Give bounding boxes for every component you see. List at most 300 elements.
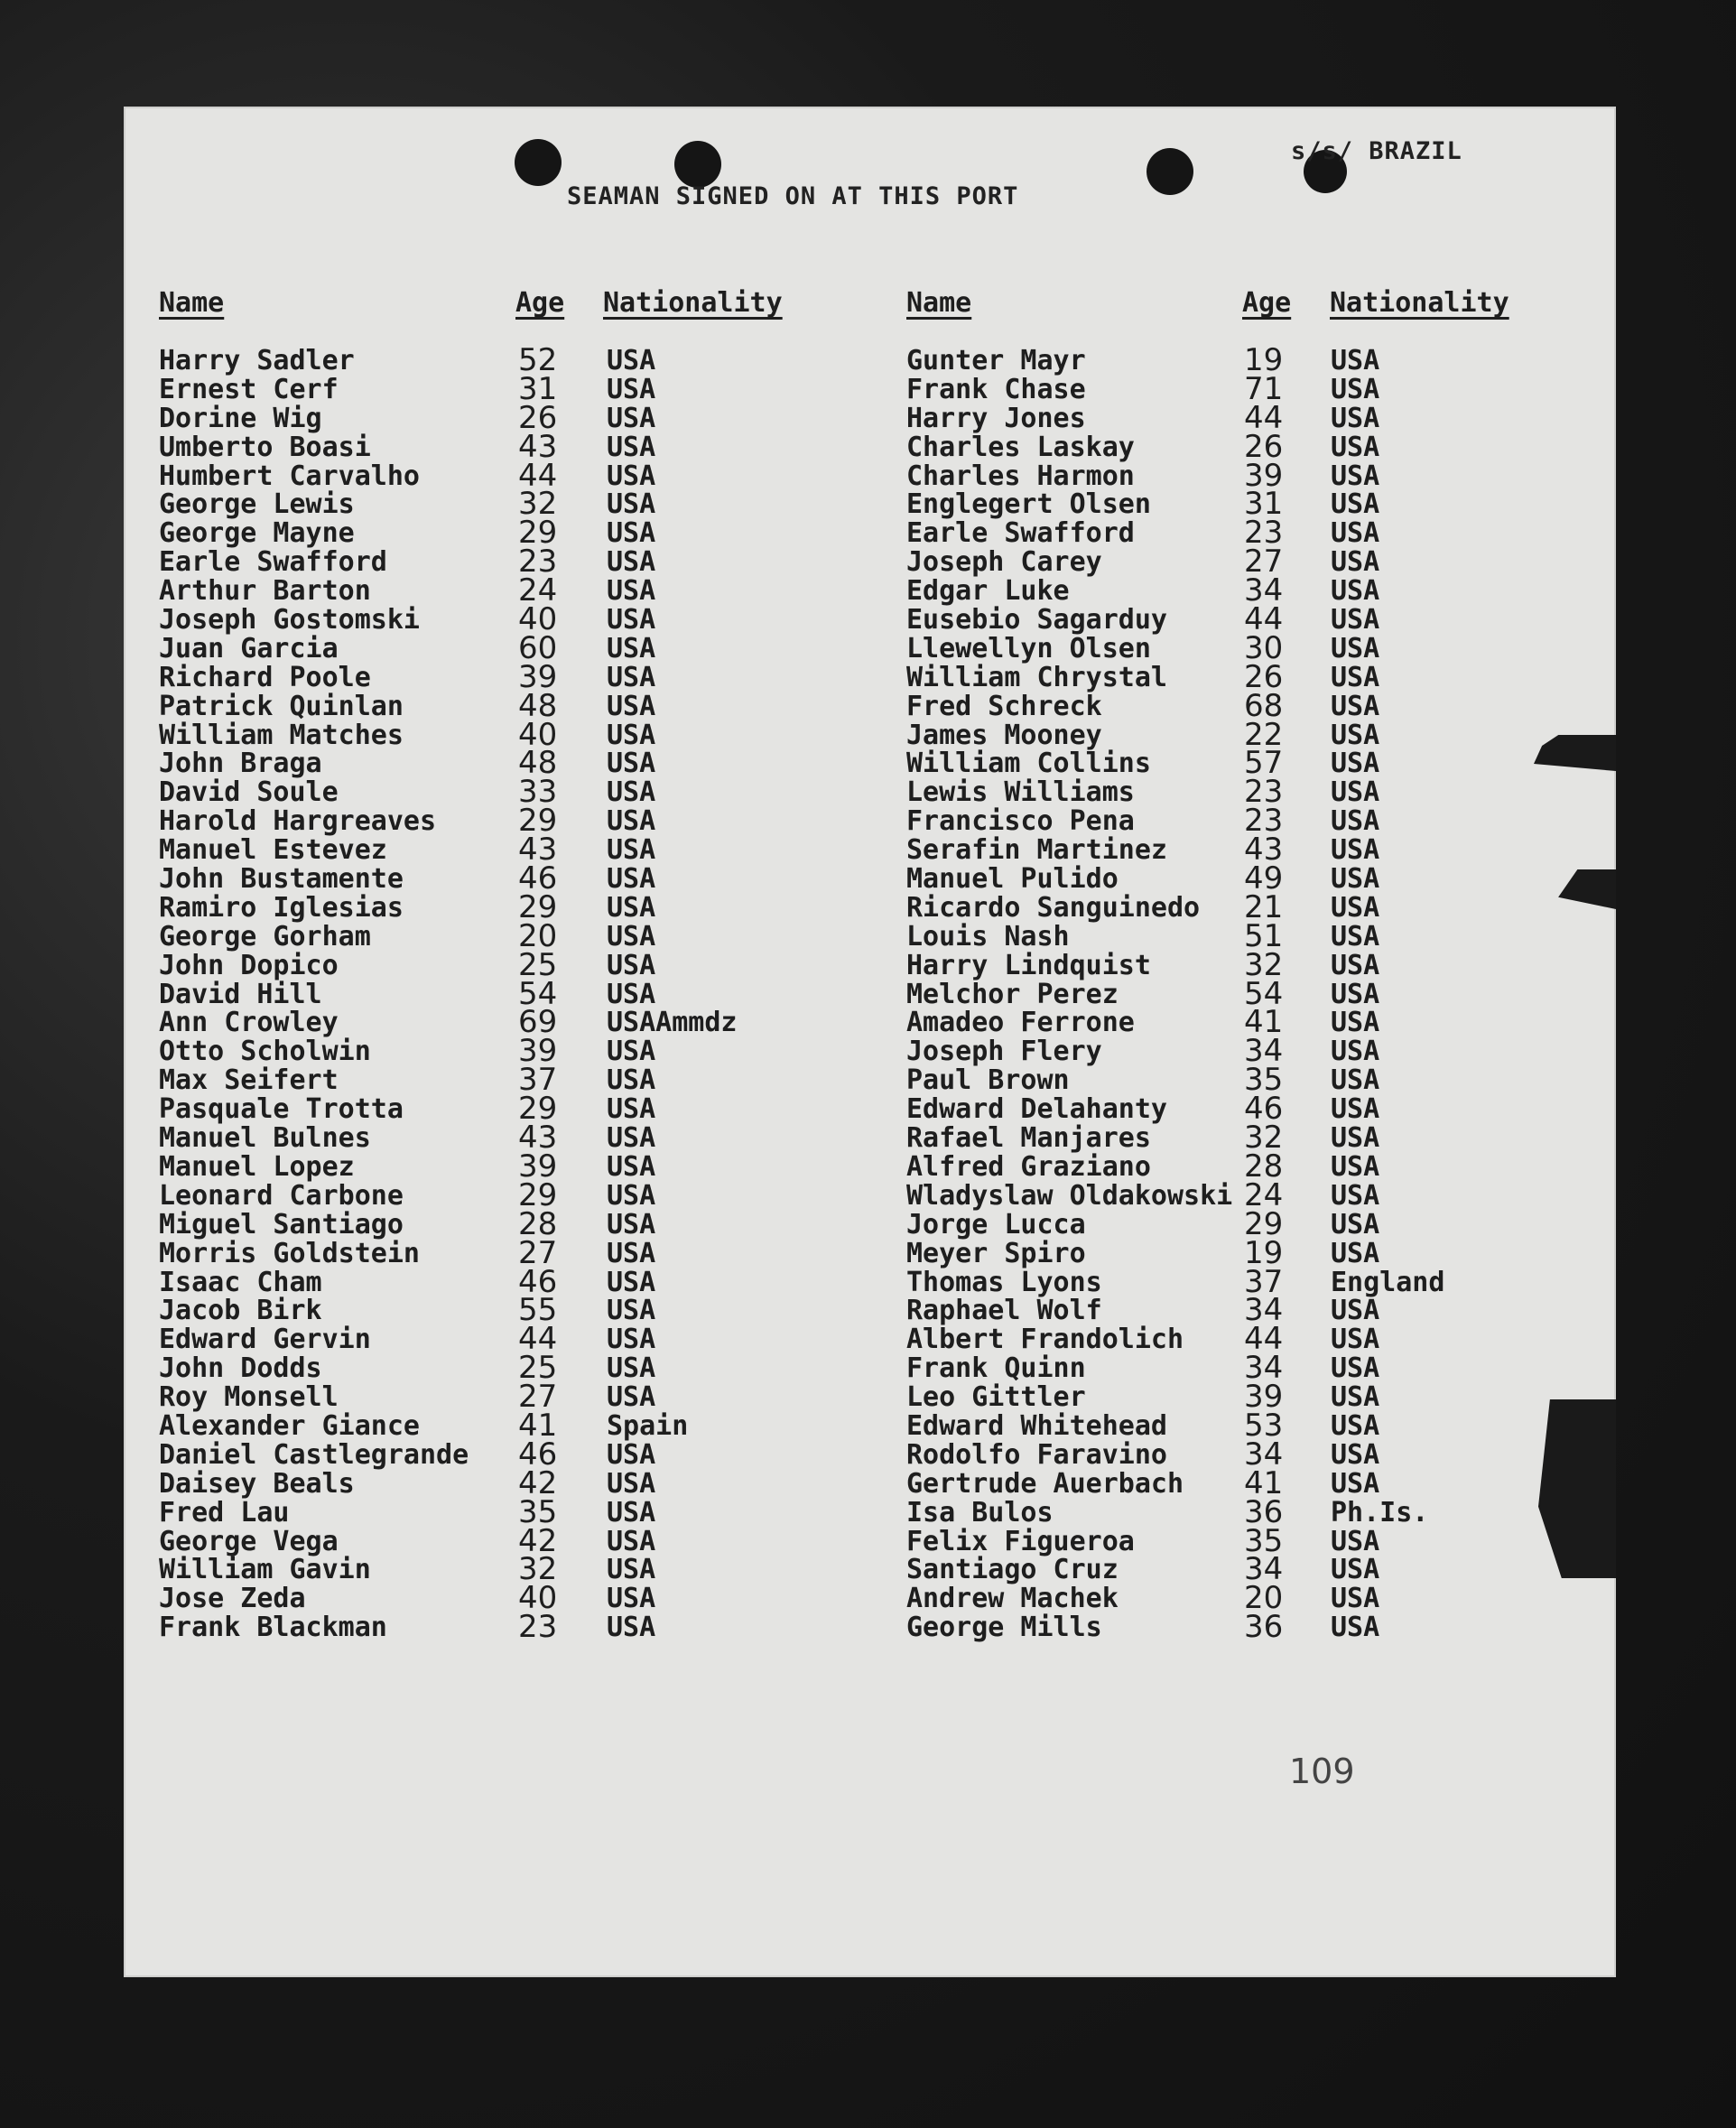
list-item xyxy=(159,1205,791,1242)
list-item xyxy=(906,370,1502,407)
seaman-nationality: USA xyxy=(1331,748,1380,780)
punch-hole xyxy=(674,141,721,188)
seaman-age: 29 xyxy=(518,1091,558,1128)
list-item xyxy=(906,1033,1502,1070)
seaman-age: 25 xyxy=(518,946,558,983)
list-item xyxy=(159,1004,791,1041)
list-item xyxy=(159,803,791,840)
page-tear xyxy=(1534,735,1616,771)
seaman-age: 43 xyxy=(1244,832,1284,869)
seaman-nationality: USA xyxy=(607,1583,656,1615)
seaman-nationality: USA xyxy=(607,575,656,608)
list-item xyxy=(906,860,1502,897)
seaman-name: Miguel Santiago xyxy=(159,1208,404,1241)
seaman-age: 44 xyxy=(518,1321,558,1358)
left-header-age: Age xyxy=(515,287,565,319)
seaman-age: 41 xyxy=(1244,1464,1284,1501)
seaman-age: 35 xyxy=(1244,1062,1284,1099)
seaman-age: 32 xyxy=(518,1551,558,1588)
seaman-nationality: USA xyxy=(1331,776,1380,809)
seaman-age: 42 xyxy=(518,1464,558,1501)
seaman-nationality: USA xyxy=(1331,431,1380,463)
seaman-nationality: USA xyxy=(1331,488,1380,521)
list-item xyxy=(906,1263,1502,1300)
seaman-nationality: USA xyxy=(607,1554,656,1586)
seaman-nationality: USA xyxy=(607,1179,656,1212)
seaman-age: 26 xyxy=(518,399,558,436)
seaman-nationality: USA xyxy=(607,1266,656,1298)
seaman-name: Joseph Flery xyxy=(906,1036,1102,1068)
seaman-nationality: USA xyxy=(607,1612,656,1644)
seaman-name: Jacob Birk xyxy=(159,1295,322,1327)
list-item xyxy=(906,428,1502,465)
seaman-nationality: USA xyxy=(1331,805,1380,838)
seaman-nationality: USA xyxy=(607,1208,656,1241)
seaman-nationality: USA xyxy=(607,776,656,809)
seaman-nationality: USA xyxy=(607,1093,656,1126)
seaman-name: Andrew Machek xyxy=(906,1583,1119,1615)
list-item xyxy=(159,774,791,811)
seaman-nationality: USA xyxy=(1331,1381,1380,1414)
list-item xyxy=(906,629,1502,666)
seaman-nationality: USA xyxy=(607,748,656,780)
list-item xyxy=(906,457,1502,494)
seaman-nationality: USA xyxy=(1331,1467,1380,1500)
seaman-nationality: USA xyxy=(1331,1583,1380,1615)
seaman-nationality: USA xyxy=(1331,1036,1380,1068)
seaman-age: 27 xyxy=(518,1379,558,1416)
punch-hole xyxy=(515,139,562,186)
seaman-nationality: USA xyxy=(607,1381,656,1414)
seaman-name: Melchor Perez xyxy=(906,978,1119,1010)
seaman-age: 55 xyxy=(518,1292,558,1329)
list-item xyxy=(159,888,791,925)
seaman-name: John Bustamente xyxy=(159,863,404,896)
seaman-age: 29 xyxy=(518,515,558,552)
seaman-age: 23 xyxy=(1244,774,1284,811)
list-item xyxy=(906,832,1502,869)
seaman-name: Earle Swafford xyxy=(906,517,1135,550)
seaman-name: Paul Brown xyxy=(906,1064,1070,1097)
seaman-age: 19 xyxy=(1244,1234,1284,1271)
seaman-name: Fred Lau xyxy=(159,1496,290,1529)
seaman-name: Morris Goldstein xyxy=(159,1237,420,1269)
seaman-age: 41 xyxy=(1244,1004,1284,1041)
list-item xyxy=(159,1120,791,1157)
left-header-nationality: Nationality xyxy=(603,287,783,319)
seaman-age: 34 xyxy=(1244,1436,1284,1473)
list-item xyxy=(159,1379,791,1416)
list-item xyxy=(906,399,1502,436)
seaman-name: Humbert Carvalho xyxy=(159,460,420,492)
list-item xyxy=(906,1004,1502,1041)
seaman-nationality: USA xyxy=(1331,402,1380,434)
seaman-age: 27 xyxy=(1244,544,1284,581)
seaman-nationality: USA xyxy=(607,373,656,405)
seaman-name: Meyer Spiro xyxy=(906,1237,1086,1269)
list-item xyxy=(906,1062,1502,1099)
seaman-name: Frank Blackman xyxy=(159,1612,387,1644)
seaman-name: Isa Bulos xyxy=(906,1496,1054,1529)
seaman-name: Pasquale Trotta xyxy=(159,1093,404,1126)
list-item xyxy=(159,1176,791,1213)
seaman-nationality: USA xyxy=(607,1496,656,1529)
seaman-name: Raphael Wolf xyxy=(906,1295,1102,1327)
seaman-nationality: USA xyxy=(1331,1295,1380,1327)
list-item xyxy=(159,1350,791,1387)
list-item xyxy=(159,1407,791,1444)
page-tear xyxy=(1538,1399,1616,1578)
seaman-age: 23 xyxy=(518,1609,558,1646)
list-item xyxy=(906,888,1502,925)
seaman-name: Jorge Lucca xyxy=(906,1208,1086,1241)
seaman-age: 57 xyxy=(1244,745,1284,782)
seaman-name: Manuel Pulido xyxy=(906,863,1119,896)
right-header-age: Age xyxy=(1242,287,1292,319)
seaman-name: Ramiro Iglesias xyxy=(159,891,404,924)
list-item xyxy=(159,917,791,954)
seaman-age: 34 xyxy=(1244,1551,1284,1588)
seaman-age: 42 xyxy=(518,1522,558,1559)
seaman-nationality: England xyxy=(1331,1266,1445,1298)
seaman-nationality: USAAmmdz xyxy=(607,1007,738,1039)
seaman-nationality: USA xyxy=(607,1036,656,1068)
list-item xyxy=(159,832,791,869)
seaman-name: Umberto Boasi xyxy=(159,431,371,463)
seaman-age: 29 xyxy=(518,888,558,925)
seaman-age: 54 xyxy=(518,975,558,1012)
seaman-name: Edward Gervin xyxy=(159,1324,371,1356)
list-item xyxy=(906,1522,1502,1559)
seaman-nationality: USA xyxy=(607,978,656,1010)
seaman-name: Leonard Carbone xyxy=(159,1179,404,1212)
list-item xyxy=(159,601,791,638)
seaman-nationality: USA xyxy=(1331,1554,1380,1586)
list-item xyxy=(159,1033,791,1070)
seaman-age: 28 xyxy=(1244,1148,1284,1185)
seaman-age: 26 xyxy=(1244,658,1284,695)
list-item xyxy=(159,658,791,695)
seaman-name: William Collins xyxy=(906,748,1151,780)
seaman-age: 44 xyxy=(518,457,558,494)
seaman-nationality: USA xyxy=(1331,604,1380,637)
seaman-nationality: USA xyxy=(1331,978,1380,1010)
list-item xyxy=(906,917,1502,954)
seaman-name: Gunter Mayr xyxy=(906,345,1086,376)
seaman-nationality: USA xyxy=(1331,632,1380,664)
seaman-name: John Dodds xyxy=(159,1352,322,1385)
list-item xyxy=(159,1263,791,1300)
seaman-age: 46 xyxy=(1244,1091,1284,1128)
seaman-nationality: USA xyxy=(607,460,656,492)
seaman-nationality: USA xyxy=(607,891,656,924)
seaman-age: 29 xyxy=(518,803,558,840)
seaman-nationality: USA xyxy=(1331,1093,1380,1126)
seaman-nationality: USA xyxy=(1331,949,1380,981)
seaman-age: 22 xyxy=(1244,716,1284,753)
list-item xyxy=(906,716,1502,753)
seaman-age: 23 xyxy=(1244,803,1284,840)
seaman-name: Albert Frandolich xyxy=(906,1324,1184,1356)
seaman-nationality: USA xyxy=(607,834,656,867)
seaman-name: Amadeo Ferrone xyxy=(906,1007,1135,1039)
seaman-nationality: USA xyxy=(1331,373,1380,405)
list-item xyxy=(159,1464,791,1501)
seaman-age: 48 xyxy=(518,687,558,724)
seaman-nationality: USA xyxy=(1331,1409,1380,1442)
seaman-name: Isaac Cham xyxy=(159,1266,322,1298)
seaman-name: Roy Monsell xyxy=(159,1381,339,1414)
seaman-age: 35 xyxy=(1244,1522,1284,1559)
list-item xyxy=(906,544,1502,581)
page-tear xyxy=(1552,869,1616,909)
seaman-name: Dorine Wig xyxy=(159,402,322,434)
seaman-nationality: USA xyxy=(1331,517,1380,550)
list-item xyxy=(159,946,791,983)
seaman-name: George Mayne xyxy=(159,517,355,550)
seaman-age: 27 xyxy=(518,1234,558,1271)
seaman-nationality: USA xyxy=(607,517,656,550)
list-item xyxy=(906,774,1502,811)
seaman-name: Patrick Quinlan xyxy=(159,690,404,722)
seaman-name: Alfred Graziano xyxy=(906,1150,1151,1183)
list-item xyxy=(906,975,1502,1012)
seaman-age: 35 xyxy=(518,1493,558,1530)
list-item xyxy=(906,1493,1502,1530)
list-item xyxy=(159,1580,791,1617)
seaman-name: Juan Garcia xyxy=(159,632,339,664)
seaman-name: Thomas Lyons xyxy=(906,1266,1102,1298)
seaman-age: 20 xyxy=(518,917,558,954)
seaman-nationality: USA xyxy=(607,1295,656,1327)
seaman-age: 69 xyxy=(518,1004,558,1041)
seaman-age: 46 xyxy=(518,1436,558,1473)
seaman-nationality: USA xyxy=(607,1237,656,1269)
seaman-age: 31 xyxy=(518,370,558,407)
seaman-age: 46 xyxy=(518,1263,558,1300)
seaman-nationality: USA xyxy=(1331,1179,1380,1212)
seaman-age: 31 xyxy=(1244,486,1284,523)
seaman-nationality: USA xyxy=(1331,575,1380,608)
seaman-name: David Soule xyxy=(159,776,339,809)
seaman-age: 21 xyxy=(1244,888,1284,925)
list-item xyxy=(159,572,791,609)
seaman-name: Richard Poole xyxy=(159,661,371,693)
seaman-name: Felix Figueroa xyxy=(906,1525,1135,1557)
seaman-age: 54 xyxy=(1244,975,1284,1012)
seaman-age: 24 xyxy=(1244,1176,1284,1213)
list-item xyxy=(906,1350,1502,1387)
list-item xyxy=(906,515,1502,552)
seaman-nationality: USA xyxy=(607,1467,656,1500)
seaman-name: Otto Scholwin xyxy=(159,1036,371,1068)
list-item xyxy=(159,428,791,465)
seaman-nationality: USA xyxy=(1331,460,1380,492)
seaman-name: Harry Jones xyxy=(906,402,1086,434)
seaman-name: Louis Nash xyxy=(906,920,1070,952)
list-item xyxy=(906,687,1502,724)
seaman-nationality: USA xyxy=(607,1438,656,1471)
list-item xyxy=(159,486,791,523)
seaman-nationality: USA xyxy=(607,1064,656,1097)
seaman-age: 26 xyxy=(1244,428,1284,465)
seaman-age: 34 xyxy=(1244,1033,1284,1070)
seaman-nationality: USA xyxy=(607,863,656,896)
seaman-age: 39 xyxy=(1244,457,1284,494)
seaman-name: David Hill xyxy=(159,978,322,1010)
seaman-age: 49 xyxy=(1244,860,1284,897)
seaman-nationality: Spain xyxy=(607,1409,689,1442)
seaman-nationality: USA xyxy=(1331,345,1380,376)
seaman-name: Daniel Castlegrande xyxy=(159,1438,469,1471)
list-item xyxy=(159,1234,791,1271)
seaman-name: Lewis Williams xyxy=(906,776,1135,809)
seaman-name: Englegert Olsen xyxy=(906,488,1151,521)
seaman-nationality: USA xyxy=(607,1122,656,1155)
list-item xyxy=(159,515,791,552)
list-item xyxy=(906,601,1502,638)
seaman-age: 40 xyxy=(518,716,558,753)
seaman-age: 41 xyxy=(518,1407,558,1444)
list-item xyxy=(159,1062,791,1099)
seaman-age: 51 xyxy=(1244,917,1284,954)
ship-label: s/s/ BRAZIL xyxy=(1291,137,1462,165)
list-item xyxy=(906,1609,1502,1646)
seaman-age: 39 xyxy=(518,1033,558,1070)
seaman-name: Joseph Carey xyxy=(906,546,1102,579)
list-item xyxy=(159,342,791,378)
document-title: SEAMAN SIGNED ON AT THIS PORT xyxy=(567,182,1019,210)
seaman-age: 40 xyxy=(518,1580,558,1617)
seaman-nationality: USA xyxy=(1331,920,1380,952)
seaman-name: Charles Laskay xyxy=(906,431,1135,463)
seaman-age: 34 xyxy=(1244,1292,1284,1329)
list-item xyxy=(906,342,1502,378)
seaman-nationality: USA xyxy=(1331,1064,1380,1097)
list-item xyxy=(159,975,791,1012)
seaman-nationality: USA xyxy=(607,632,656,664)
seaman-age: 33 xyxy=(518,774,558,811)
list-item xyxy=(159,716,791,753)
list-item xyxy=(159,1292,791,1329)
seaman-nationality: USA xyxy=(1331,891,1380,924)
seaman-name: Francisco Pena xyxy=(906,805,1135,838)
seaman-nationality: USA xyxy=(1331,834,1380,867)
seaman-nationality: USA xyxy=(1331,1150,1380,1183)
list-item xyxy=(906,1176,1502,1213)
list-item xyxy=(906,946,1502,983)
seaman-age: 25 xyxy=(518,1350,558,1387)
seaman-age: 23 xyxy=(1244,515,1284,552)
list-item xyxy=(159,1522,791,1559)
seaman-name: Edward Whitehead xyxy=(906,1409,1167,1442)
seaman-age: 40 xyxy=(518,601,558,638)
seaman-nationality: USA xyxy=(607,1352,656,1385)
seaman-name: Rafael Manjares xyxy=(906,1122,1151,1155)
seaman-age: 48 xyxy=(518,745,558,782)
right-seaman-list xyxy=(906,342,1502,1646)
seaman-name: James Mooney xyxy=(906,719,1102,751)
punch-hole xyxy=(1147,148,1193,195)
seaman-age: 36 xyxy=(1244,1493,1284,1530)
seaman-nationality: USA xyxy=(1331,690,1380,722)
seaman-name: Serafin Martinez xyxy=(906,834,1167,867)
seaman-age: 53 xyxy=(1244,1407,1284,1444)
list-item xyxy=(906,572,1502,609)
seaman-nationality: USA xyxy=(607,805,656,838)
list-item xyxy=(159,687,791,724)
seaman-name: William Matches xyxy=(159,719,404,751)
list-item xyxy=(906,1205,1502,1242)
page-number: 109 xyxy=(1289,1752,1355,1791)
seaman-nationality: USA xyxy=(607,1324,656,1356)
seaman-name: Edward Delahanty xyxy=(906,1093,1167,1126)
seaman-nationality: USA xyxy=(1331,1007,1380,1039)
right-header-name: Name xyxy=(906,287,972,319)
seaman-nationality: USA xyxy=(607,431,656,463)
list-item xyxy=(159,544,791,581)
seaman-name: Llewellyn Olsen xyxy=(906,632,1151,664)
seaman-nationality: USA xyxy=(1331,1324,1380,1356)
seaman-age: 60 xyxy=(518,629,558,666)
seaman-age: 20 xyxy=(1244,1580,1284,1617)
seaman-nationality: USA xyxy=(1331,1352,1380,1385)
seaman-age: 34 xyxy=(1244,1350,1284,1387)
seaman-age: 39 xyxy=(518,1148,558,1185)
seaman-name: Manuel Estevez xyxy=(159,834,387,867)
list-item xyxy=(159,399,791,436)
list-item xyxy=(159,629,791,666)
list-item xyxy=(906,486,1502,523)
right-header-nationality: Nationality xyxy=(1330,287,1509,319)
seaman-name: Charles Harmon xyxy=(906,460,1135,492)
seaman-age: 44 xyxy=(1244,1321,1284,1358)
list-item xyxy=(906,1091,1502,1128)
seaman-nationality: USA xyxy=(1331,1438,1380,1471)
seaman-name: Santiago Cruz xyxy=(906,1554,1119,1586)
seaman-age: 37 xyxy=(1244,1263,1284,1300)
list-item xyxy=(159,860,791,897)
seaman-age: 37 xyxy=(518,1062,558,1099)
list-item xyxy=(906,1551,1502,1588)
seaman-nationality: USA xyxy=(607,488,656,521)
seaman-name: Manuel Lopez xyxy=(159,1150,355,1183)
seaman-age: 52 xyxy=(518,342,558,378)
seaman-age: 30 xyxy=(1244,629,1284,666)
list-item xyxy=(906,803,1502,840)
list-item xyxy=(906,1407,1502,1444)
seaman-name: George Mills xyxy=(906,1612,1102,1644)
list-item xyxy=(906,1321,1502,1358)
seaman-age: 28 xyxy=(518,1205,558,1242)
list-item xyxy=(159,1609,791,1646)
seaman-name: Fred Schreck xyxy=(906,690,1102,722)
seaman-name: Leo Gittler xyxy=(906,1381,1086,1414)
seaman-age: 39 xyxy=(1244,1379,1284,1416)
seaman-age: 29 xyxy=(518,1176,558,1213)
list-item xyxy=(906,1120,1502,1157)
list-item xyxy=(906,1148,1502,1185)
seaman-name: Wladyslaw Oldakowski xyxy=(906,1179,1233,1212)
seaman-name: Eusebio Sagarduy xyxy=(906,604,1167,637)
seaman-age: 43 xyxy=(518,1120,558,1157)
seaman-name: Jose Zeda xyxy=(159,1583,306,1615)
seaman-name: John Braga xyxy=(159,748,322,780)
seaman-name: Ernest Cerf xyxy=(159,373,339,405)
seaman-age: 44 xyxy=(1244,399,1284,436)
list-item xyxy=(159,1551,791,1588)
seaman-name: George Lewis xyxy=(159,488,355,521)
